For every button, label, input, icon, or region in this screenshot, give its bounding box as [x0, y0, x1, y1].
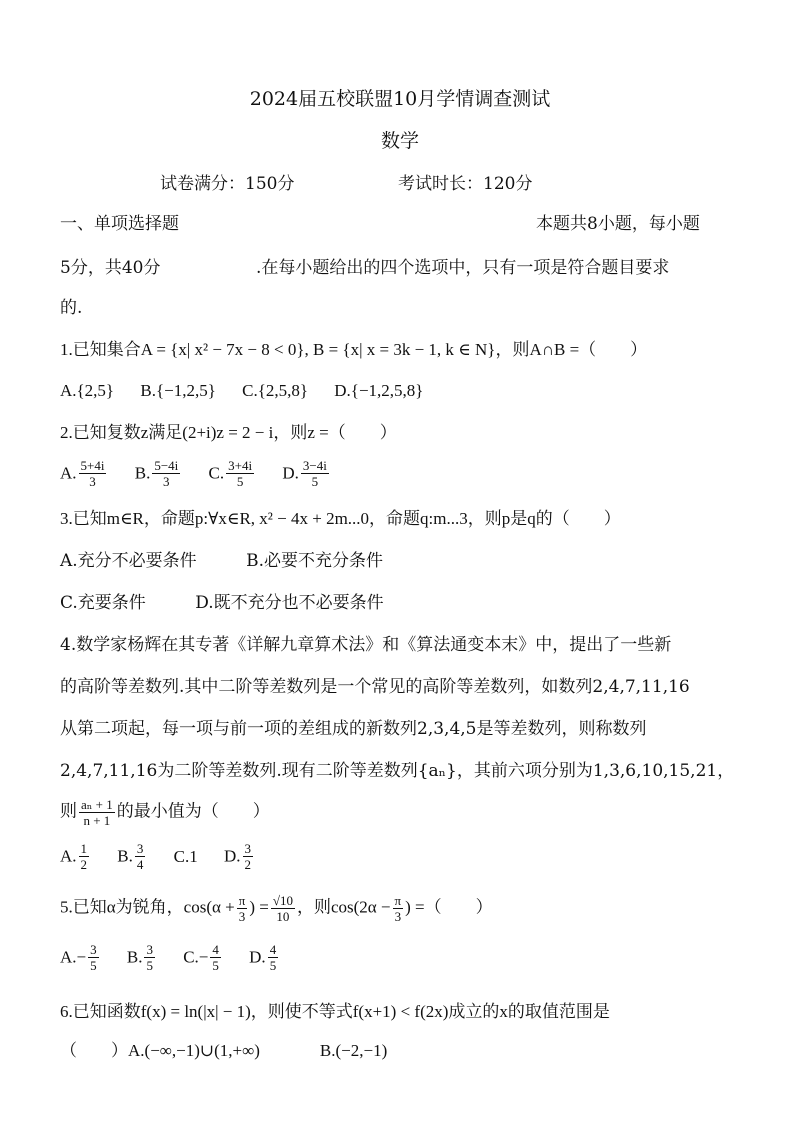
q2-option-c-fraction: $\frac{3+4i}{5}$	[228, 458, 253, 489]
q5-option-b-fraction: $\frac{3}{5}$	[146, 942, 153, 973]
q3-option-b: B.必要不充分条件	[246, 551, 383, 571]
q6-option-b: B.(−2,−1)	[319, 1041, 388, 1060]
q1-option-a: A.{2,5}	[60, 381, 115, 400]
question-4-line-4: 2,4,7,11,16为二阶等差数列.现有二阶等差数列{aₙ}，其前六项分别为1,3,6,10,15,21，	[60, 761, 735, 781]
question-1-options	[60, 380, 445, 402]
subject-title: 数学	[380, 130, 419, 152]
q5-option-b-label: B.	[126, 947, 143, 967]
question-3-options-row2	[60, 592, 428, 614]
q2-option-d-fraction: $\frac{3-4i}{5}$	[302, 458, 327, 489]
section-intro-end: 的.	[60, 298, 83, 318]
q5-pi-over-3-fraction: $\frac{\pi}{3}$	[238, 893, 246, 924]
q4-option-c: C.1	[173, 846, 198, 866]
q4-prefix: 则	[60, 801, 77, 821]
exam-duration: 考试时长：120分	[398, 174, 533, 194]
section-intro-right: 本题共8小题，每小题	[536, 214, 700, 234]
q5-stem-part-d: ) =（ ）	[405, 897, 493, 917]
q4-option-d-label: D.	[223, 846, 241, 866]
q2-option-c-label: C.	[208, 463, 225, 483]
q5-pi-over-3-fraction-2: $\frac{\pi}{3}$	[394, 893, 402, 924]
question-3-stem: 3.已知m∈R，命题p:∀x∈R, x² − 4x + 2m...0，命题q:m...3，则p是q的（ ）	[60, 509, 621, 528]
exam-title: 2024届五校联盟10月学情调查测试	[249, 88, 551, 110]
q5-value-fraction: $\frac{√10}{10}$	[272, 893, 293, 924]
question-3-options-row1	[60, 550, 427, 572]
q3-option-c: C.充要条件	[60, 593, 146, 613]
q4-option-b-fraction: $\frac{3}{4}$	[136, 841, 144, 872]
q4-option-a-label: A.	[60, 846, 77, 866]
q5-stem-part-c: ，则cos(2α −	[296, 897, 391, 917]
q4-suffix: 的最小值为（ ）	[116, 801, 270, 821]
q2-option-a-label: A.	[60, 463, 77, 483]
q4-expression-fraction: $\frac{\text{aₙ + 1}}{n + 1}$	[81, 797, 113, 828]
q5-option-d-fraction: $\frac{4}{5}$	[269, 942, 277, 973]
section-heading: 一、单项选择题	[60, 214, 179, 234]
question-4-line-5	[60, 797, 270, 828]
question-4-line-1: 4.数学家杨辉在其专著《详解九章算术法》和《算法通变本末》中，提出了一些新	[60, 635, 672, 655]
q1-option-d: D.{−1,2,5,8}	[334, 381, 424, 400]
q2-option-b-fraction: $\frac{5-4i}{3}$	[154, 458, 179, 489]
q5-option-a-fraction: $\frac{3}{5}$	[90, 942, 97, 973]
q4-option-a-fraction: $\frac{1}{2}$	[80, 841, 88, 872]
q2-option-a-fraction: $\frac{5+4i}{3}$	[80, 458, 105, 489]
question-4-line-3: 从第二项起，每一项与前一项的差组成的新数列2,3,4,5是等差数列，则称数列	[60, 719, 647, 739]
q2-option-d-label: D.	[282, 463, 299, 483]
question-6-stem: 6.已知函数f(x) = ln(|x| − 1)，则使不等式f(x+1) < f(2x)成立的x的取值范围是	[60, 1002, 610, 1021]
question-5-stem	[60, 893, 493, 924]
q4-option-d-fraction: $\frac{3}{2}$	[244, 841, 251, 872]
q1-option-b: B.{−1,2,5}	[140, 381, 216, 400]
q3-option-a: A.充分不必要条件	[60, 551, 197, 571]
question-2-stem: 2.已知复数z满足(2+i)z = 2 − i，则z =（ ）	[60, 423, 397, 442]
q5-option-a-label: A.−	[60, 947, 87, 967]
q5-stem-part-a: 5.已知α为锐角，cos(α +	[60, 897, 235, 917]
q1-option-c: C.{2,5,8}	[242, 381, 309, 400]
section-intro-text: .在每小题给出的四个选项中，只有一项是符合题目要求	[256, 258, 670, 278]
q5-stem-part-b: ) =	[249, 897, 269, 917]
question-4-line-2: 的高阶等差数列.其中二阶等差数列是一个常见的高阶等差数列，如数列2,4,7,11,16	[60, 677, 690, 697]
q5-option-c-label: C.−	[183, 947, 209, 967]
q5-option-d-label: D.	[249, 947, 266, 967]
section-intro-score: 5分，共40分	[60, 258, 161, 278]
full-score: 试卷满分：150分	[160, 174, 295, 194]
question-4-options	[60, 841, 277, 872]
question-6-options	[60, 1040, 387, 1062]
q5-option-c-fraction: $\frac{4}{5}$	[212, 942, 219, 973]
q6-option-a: （ ）A.(−∞,−1)∪(1,+∞)	[60, 1041, 260, 1060]
q3-option-d: D.既不充分也不必要条件	[195, 593, 384, 613]
question-5-options	[60, 942, 302, 973]
question-2-options	[60, 458, 353, 489]
q2-option-b-label: B.	[134, 463, 151, 483]
q4-option-b-label: B.	[117, 846, 133, 866]
question-1-stem: 1.已知集合A = {x| x² − 7x − 8 < 0}, B = {x| x = 3k − 1, k ∈ N}，则A∩B =（ ）	[60, 340, 648, 359]
